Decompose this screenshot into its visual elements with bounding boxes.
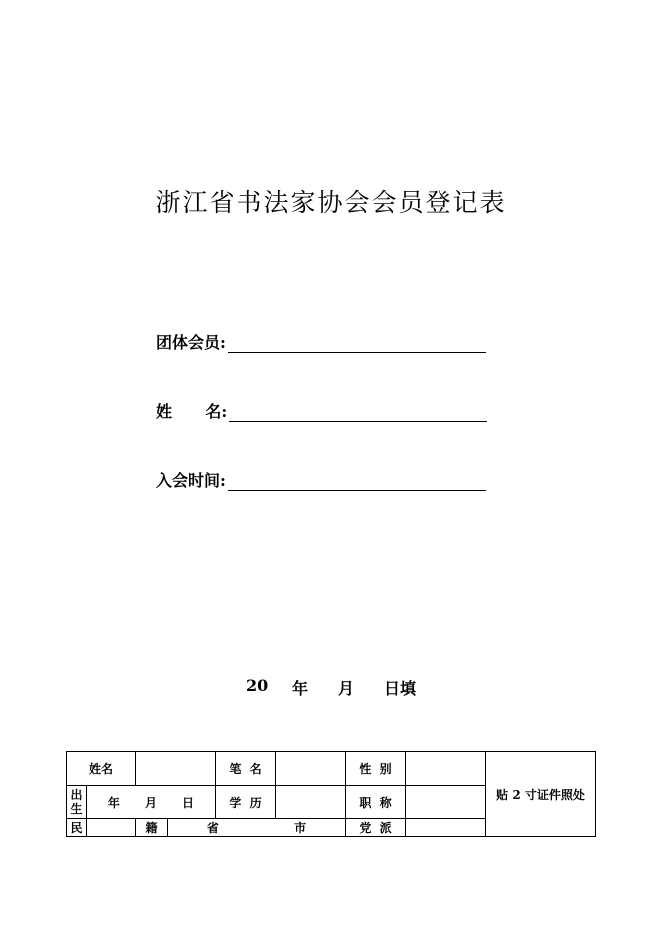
ethnic-label-cell: 民 — [67, 819, 87, 837]
birth-label-char-2: 生 — [70, 802, 83, 816]
title-label-cell: 职 称 — [346, 786, 406, 819]
pen-name-value-cell[interactable] — [276, 752, 346, 786]
name-label: 姓 名: — [156, 402, 228, 421]
join-time-label: 入会时间: — [156, 471, 226, 490]
native-place-label-cell: 籍 — [136, 819, 168, 837]
pen-name-label-cell: 笔 名 — [216, 752, 276, 786]
party-label-cell: 党 派 — [346, 819, 406, 837]
fill-date-month-label: 月 — [338, 679, 355, 698]
gender-label-cell: 性 别 — [346, 752, 406, 786]
fill-date — [246, 676, 416, 699]
birth-label-cell — [67, 786, 87, 819]
group-member-line[interactable] — [228, 334, 486, 353]
member-info-table — [66, 751, 596, 837]
name-label-cell: 姓名 — [67, 752, 136, 786]
education-label-cell: 学 历 — [216, 786, 276, 819]
photo-cell: 贴 2 寸证件照处 — [486, 752, 596, 837]
province-city-cell[interactable]: 省 市 — [168, 819, 346, 837]
join-time-line[interactable] — [228, 472, 486, 491]
ethnic-value-cell[interactable] — [87, 819, 136, 837]
party-value-cell[interactable] — [406, 819, 486, 837]
name-line[interactable] — [229, 403, 487, 422]
fill-date-day-label: 日填 — [384, 679, 417, 698]
education-value-cell[interactable] — [276, 786, 346, 819]
name-value-cell[interactable] — [136, 752, 216, 786]
document-title: 浙江省书法家协会会员登记表 — [155, 188, 507, 217]
name-field — [156, 399, 487, 422]
birth-date-cell[interactable]: 年 月 日 — [87, 786, 216, 819]
gender-value-cell[interactable] — [406, 752, 486, 786]
group-member-label: 团体会员: — [156, 333, 226, 352]
join-time-field — [156, 468, 486, 491]
birth-label-char-1: 出 — [70, 788, 83, 802]
fill-date-year-label: 年 — [292, 679, 309, 698]
group-member-field — [156, 330, 486, 353]
title-value-cell[interactable] — [406, 786, 486, 819]
fill-date-year-prefix: 20 — [246, 676, 269, 695]
